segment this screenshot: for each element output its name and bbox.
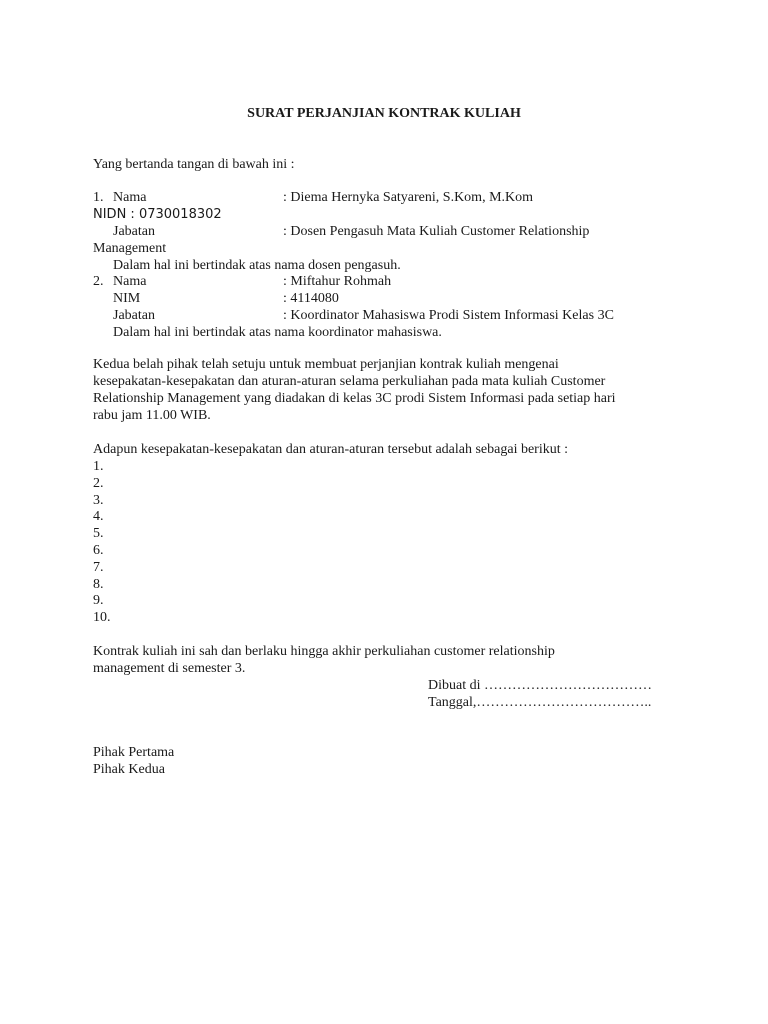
party1-name-label: Nama (113, 190, 147, 205)
rule-item: 1. (93, 459, 104, 474)
party2-statement: Dalam hal ini bertindak atas nama koordinator mahasiswa. (113, 325, 442, 340)
rules-intro: Adapun kesepakatan-kesepakatan dan aturan-aturan tersebut adalah sebagai berikut : (93, 442, 569, 457)
second-party-label: Pihak Kedua (93, 762, 165, 777)
agreement-line: rabu jam 11.00 WIB. (93, 408, 211, 423)
party1-number: 1. (93, 190, 104, 205)
party1-statement: Dalam hal ini bertindak atas nama dosen pengasuh. (113, 258, 401, 273)
date-line: Tanggal,……………………………….. (428, 695, 652, 710)
rule-item: 3. (93, 493, 104, 508)
party1-position-label: Jabatan (113, 224, 155, 239)
party2-number: 2. (93, 274, 104, 289)
closing-line: Kontrak kuliah ini sah dan berlaku hingga akhir perkuliahan customer relationship (93, 644, 555, 659)
party2-name-value: : Miftahur Rohmah (283, 274, 392, 289)
agreement-line: Relationship Management yang diadakan di kelas 3C prodi Sistem Informasi pada setiap hari (93, 391, 616, 406)
document-title: SURAT PERJANJIAN KONTRAK KULIAH (247, 106, 521, 121)
party2-nim-value: : 4114080 (283, 291, 339, 306)
rule-item: 2. (93, 476, 104, 491)
rule-item: 8. (93, 577, 104, 592)
party1-name-value: : Diema Hernyka Satyareni, S.Kom, M.Kom (283, 190, 534, 205)
rule-item: 10. (93, 610, 111, 625)
rule-item: 7. (93, 560, 104, 575)
rule-item: 9. (93, 593, 104, 608)
party2-position-label: Jabatan (113, 308, 155, 323)
rule-item: 6. (93, 543, 104, 558)
party1-position-value: : Dosen Pengasuh Mata Kuliah Customer Relationship (283, 224, 590, 239)
agreement-line: Kedua belah pihak telah setuju untuk membuat perjanjian kontrak kuliah mengenai (93, 357, 559, 372)
closing-line: management di semester 3. (93, 661, 246, 676)
rule-item: 5. (93, 526, 104, 541)
party2-position-value: : Koordinator Mahasiswa Prodi Sistem Informasi Kelas 3C (283, 308, 614, 323)
party2-name-label: Nama (113, 274, 147, 289)
party2-nim-label: NIM (113, 291, 141, 306)
party1-position-value-cont: Management (93, 241, 167, 256)
agreement-line: kesepakatan-kesepakatan dan aturan-aturan selama perkuliahan pada mata kuliah Customer (93, 374, 606, 389)
rule-item: 4. (93, 509, 104, 524)
place-line: Dibuat di ……………………………… (428, 678, 652, 693)
first-party-label: Pihak Pertama (93, 745, 175, 760)
party1-nidn: NIDN : 0730018302 (93, 207, 222, 222)
intro-text: Yang bertanda tangan di bawah ini : (93, 157, 295, 172)
